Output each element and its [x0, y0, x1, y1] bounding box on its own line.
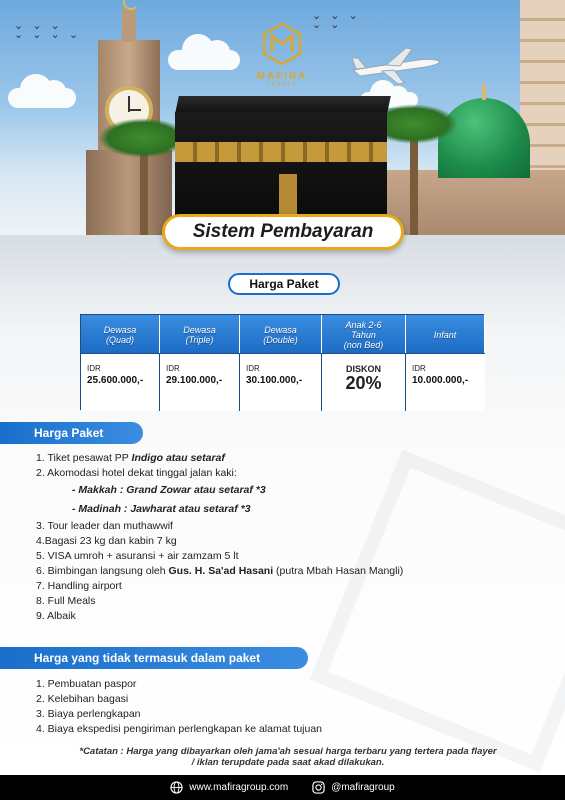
list-item: 9. Albaik: [36, 610, 76, 622]
cloud: [8, 88, 76, 108]
mosque-wall-illustration: [380, 170, 565, 235]
price-cell-infant: IDR 10.000.000,-: [406, 353, 485, 411]
list-item: 3. Tour leader dan muthawwif: [36, 520, 173, 532]
brand-logo: [252, 22, 312, 88]
excluded-section-header: Harga yang tidak termasuk dalam paket: [0, 647, 308, 669]
list-item: 4. Biaya ekspedisi pengiriman perlengkapan ke alamat tujuan: [36, 723, 323, 735]
column-header-quad: Dewasa (Quad): [81, 315, 160, 353]
price-section-header: [228, 273, 340, 295]
birds-icon: ⌄ ⌄ ⌄ ⌄ ⌄ ⌄ ⌄: [14, 20, 82, 41]
list-item: 5. VISA umroh + asuransi + air zamzam 5 lt: [36, 550, 239, 562]
green-dome-illustration: [438, 98, 530, 178]
list-item: - Makkah : Grand Zowar atau setaraf *3: [72, 484, 266, 496]
birds-icon: ⌄ ⌄ ⌄ ⌄ ⌄: [312, 10, 361, 31]
instagram-icon: [312, 781, 325, 794]
price-cell-double: IDR 30.100.000,-: [240, 353, 322, 411]
price-cell-triple: IDR 29.100.000,-: [160, 353, 240, 411]
column-header-triple: Dewasa (Triple): [160, 315, 240, 353]
title-banner: [162, 214, 404, 250]
price-cell-child-discount: DISKON 20%: [322, 353, 406, 411]
disclaimer-note: *Catatan : Harga yang dibayarkan oleh jama'ah sesuai harga terbaru yang tertera pada flayer / iklan terupdate pada saat akad dilakukan.: [79, 746, 497, 768]
kaaba-illustration: [175, 112, 387, 225]
list-item: 8. Full Meals: [36, 595, 96, 607]
brand-name: MAFIRA: [256, 71, 308, 82]
list-item: 2. Kelebihan bagasi: [36, 693, 129, 705]
column-header-child: Anak 2-6 Tahun (non Bed): [322, 315, 406, 353]
page-title: Sistem Pembayaran: [192, 221, 374, 242]
list-item: 1. Tiket pesawat PP Indigo atau setaraf: [36, 452, 225, 464]
included-section-header: Harga Paket: [0, 422, 143, 444]
website-link[interactable]: [170, 781, 288, 794]
price-table: [80, 314, 484, 410]
hero-banner: [0, 0, 565, 235]
instagram-link[interactable]: [312, 781, 395, 794]
included-list: [36, 451, 403, 624]
excluded-list: [36, 677, 322, 737]
instagram-text: @mafiragroup: [331, 782, 395, 793]
list-item: 2. Akomodasi hotel dekat tinggal jalan kaki:: [36, 467, 237, 479]
list-item: 4.Bagasi 23 kg dan kabin 7 kg: [36, 535, 177, 547]
list-item: - Madinah : Jawharat atau setaraf *3: [72, 503, 251, 515]
cloud: [168, 50, 240, 70]
price-section-label: Harga Paket: [249, 277, 319, 291]
column-header-double: Dewasa (Double): [240, 315, 322, 353]
list-item: 7. Handling airport: [36, 580, 122, 592]
price-cell-quad: IDR 25.600.000,-: [81, 353, 160, 411]
column-header-infant: Infant: [406, 315, 485, 353]
airplane-icon: [348, 46, 443, 86]
globe-icon: [170, 781, 183, 794]
list-item: 3. Biaya perlengkapan: [36, 708, 141, 720]
list-item: 6. Bimbingan langsung oleh Gus. H. Sa'ad Hasani (putra Mbah Hasan Mangli): [36, 565, 404, 577]
footer: [0, 775, 565, 800]
list-item: 1. Pembuatan paspor: [36, 678, 137, 690]
website-text: www.mafiragroup.com: [189, 782, 289, 793]
mafira-logo-icon: [260, 22, 304, 66]
brand-tagline: TRAVEL: [266, 82, 298, 88]
